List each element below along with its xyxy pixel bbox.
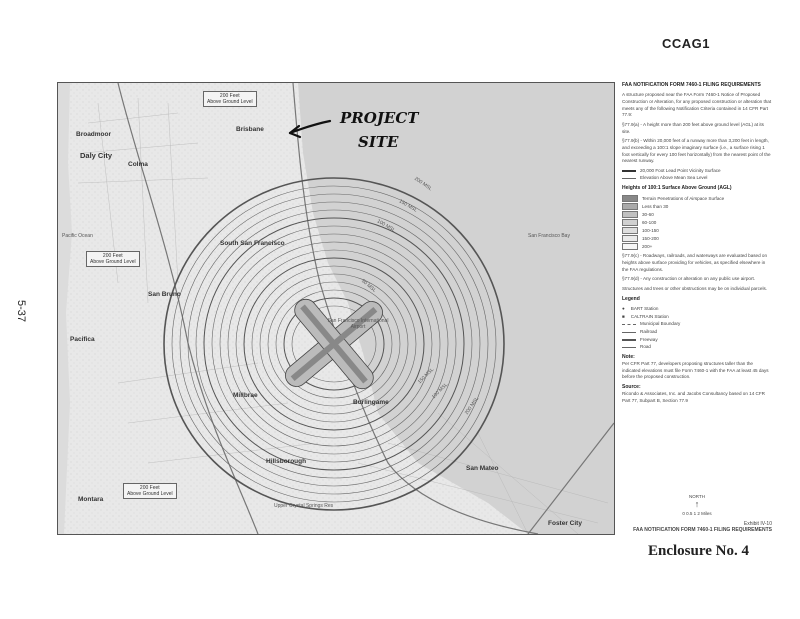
legend-row: ● BART Station xyxy=(622,305,659,311)
sidebar-paragraph: §77.9(c) - Roadways, railroads, and waterways are evaluated based on heights above surface providing for vehicles, as specified elsewhere in the FAA regulations. xyxy=(622,253,768,272)
faa-notification-map xyxy=(57,82,615,535)
note-text: Per CFR Part 77, developers proposing structures taller than the indicated elevations must file Form 7460-1 with the FAA at least 45 days before the proposed construction. xyxy=(622,361,769,380)
enclosure-label: Enclosure No. 4 xyxy=(648,543,749,559)
legend-row: Freeway xyxy=(622,337,772,344)
sidebar-paragraph: §77.9(a) - A height more than 200 feet above ground level (AGL) at its site. xyxy=(622,121,764,134)
title-block xyxy=(622,494,772,533)
place-ocean: Pacific Ocean xyxy=(62,233,93,239)
heights-title: Heights of 100:1 Surface Above Ground (AGL) xyxy=(622,185,732,192)
place-airport: San Francisco International Airport xyxy=(327,318,389,330)
agl-note-top: 200 Feet Above Ground Level xyxy=(203,91,257,107)
exhibit-title: FAA NOTIFICATION FORM 7460-1 FILING REQUIREMENTS xyxy=(633,527,772,533)
contour-label: 200 MSL xyxy=(463,396,481,416)
map-graphic xyxy=(58,83,614,534)
heights-row: 100-150 xyxy=(622,227,772,234)
place-brisbane: Brisbane xyxy=(236,126,264,133)
source-text: Ricondo & Associates, Inc. and Jacobs Consultancy based on 14 CFR Part 77, Subpart B, Section 77.9 xyxy=(622,391,765,403)
sidebar-paragraph: §77.9(b) - Within 20,000 feet of a runway more than 3,200 feet in length, and exceeding a 100:1 slope imaginary surface (i.e., a surface rising 1 foot vertically for every 100 feet horizontally) from the nearest point of the nearest runway. xyxy=(622,138,771,164)
contour-label: 100 MSL xyxy=(375,218,397,234)
place-crystal-springs: Upper Crystal Springs Res xyxy=(274,503,334,509)
place-daly-city: Daly City xyxy=(80,151,113,160)
legend-title: Legend xyxy=(622,295,640,302)
map-sidebar xyxy=(622,82,772,533)
legend-row: Elevation Above Mean Sea Level xyxy=(622,175,772,182)
contour-label: 150 MSL xyxy=(416,366,436,386)
place-pacifica: Pacifica xyxy=(70,336,95,343)
contour-label: 100 MSL xyxy=(430,381,450,401)
legend-row: Municipal Boundary xyxy=(622,321,772,328)
contour-label: 200 MSL xyxy=(413,175,433,193)
place-broadmoor: Broadmoor xyxy=(76,131,112,138)
legend-row: 20,000 Foot Lead Point Vicinity Surface xyxy=(622,168,772,175)
place-south-sf: South San Francisco xyxy=(220,240,285,247)
legend-row: ■ CALTRAIN Station xyxy=(622,313,669,319)
sidebar-title: FAA NOTIFICATION FORM 7460-1 FILING REQUIREMENTS xyxy=(622,82,761,88)
note-title: Note: xyxy=(622,353,635,360)
place-san-bruno: San Bruno xyxy=(148,291,181,298)
legend-row: Railroad xyxy=(622,329,772,336)
heights-row: 150-200 xyxy=(622,235,772,242)
agl-note-bottom: 200 Feet Above Ground Level xyxy=(123,483,177,499)
agl-note-left: 200 Feet Above Ground Level xyxy=(86,251,140,267)
document-code: CCAG1 xyxy=(662,36,711,51)
scale-bar: 0 0.5 1 2 Miles xyxy=(682,510,712,516)
place-foster-city: Foster City xyxy=(548,520,582,527)
sidebar-paragraph: §77.9(d) - Any construction or alteration on any public use airport. xyxy=(622,276,756,282)
heights-row: Terrain Penetrations of Airspace Surface xyxy=(622,195,772,202)
handwritten-project: PROJECT xyxy=(340,109,419,127)
contour-label: 150 MSL xyxy=(397,198,419,214)
place-bay: San Francisco Bay xyxy=(528,233,570,239)
place-san-mateo: San Mateo xyxy=(466,465,499,472)
source-title: Source: xyxy=(622,384,641,391)
heights-row: 200+ xyxy=(622,243,772,250)
north-arrow-icon: NORTH ↑ xyxy=(689,494,705,509)
place-montara: Montara xyxy=(78,496,104,503)
page-number: 5-37 xyxy=(15,300,27,323)
sidebar-paragraph: Structures and trees or other obstructions may be on individual parcels. xyxy=(622,286,768,291)
heights-row: 30-60 xyxy=(622,211,772,218)
heights-row: 60-100 xyxy=(622,219,772,226)
place-millbrae: Millbrae xyxy=(233,392,258,399)
heights-row: Less than 30 xyxy=(622,203,772,210)
place-colma: Colma xyxy=(128,161,148,168)
contour-label: 50 MSL xyxy=(360,278,378,294)
handwritten-site: SITE xyxy=(358,133,399,151)
sidebar-paragraph: A structure proposed near the FAA Form 7460-1 Notice of Proposed Construction or Alteration, for any proposed construction or alteration that meets any of the following Notification Criteria contained in 14 CFR Part 77.9: xyxy=(622,92,772,118)
exhibit-number: Exhibit IV-10 xyxy=(743,520,772,527)
place-hillsborough: Hillsborough xyxy=(266,458,307,465)
place-burlingame: Burlingame xyxy=(353,399,389,406)
legend-row: Road xyxy=(622,344,772,351)
